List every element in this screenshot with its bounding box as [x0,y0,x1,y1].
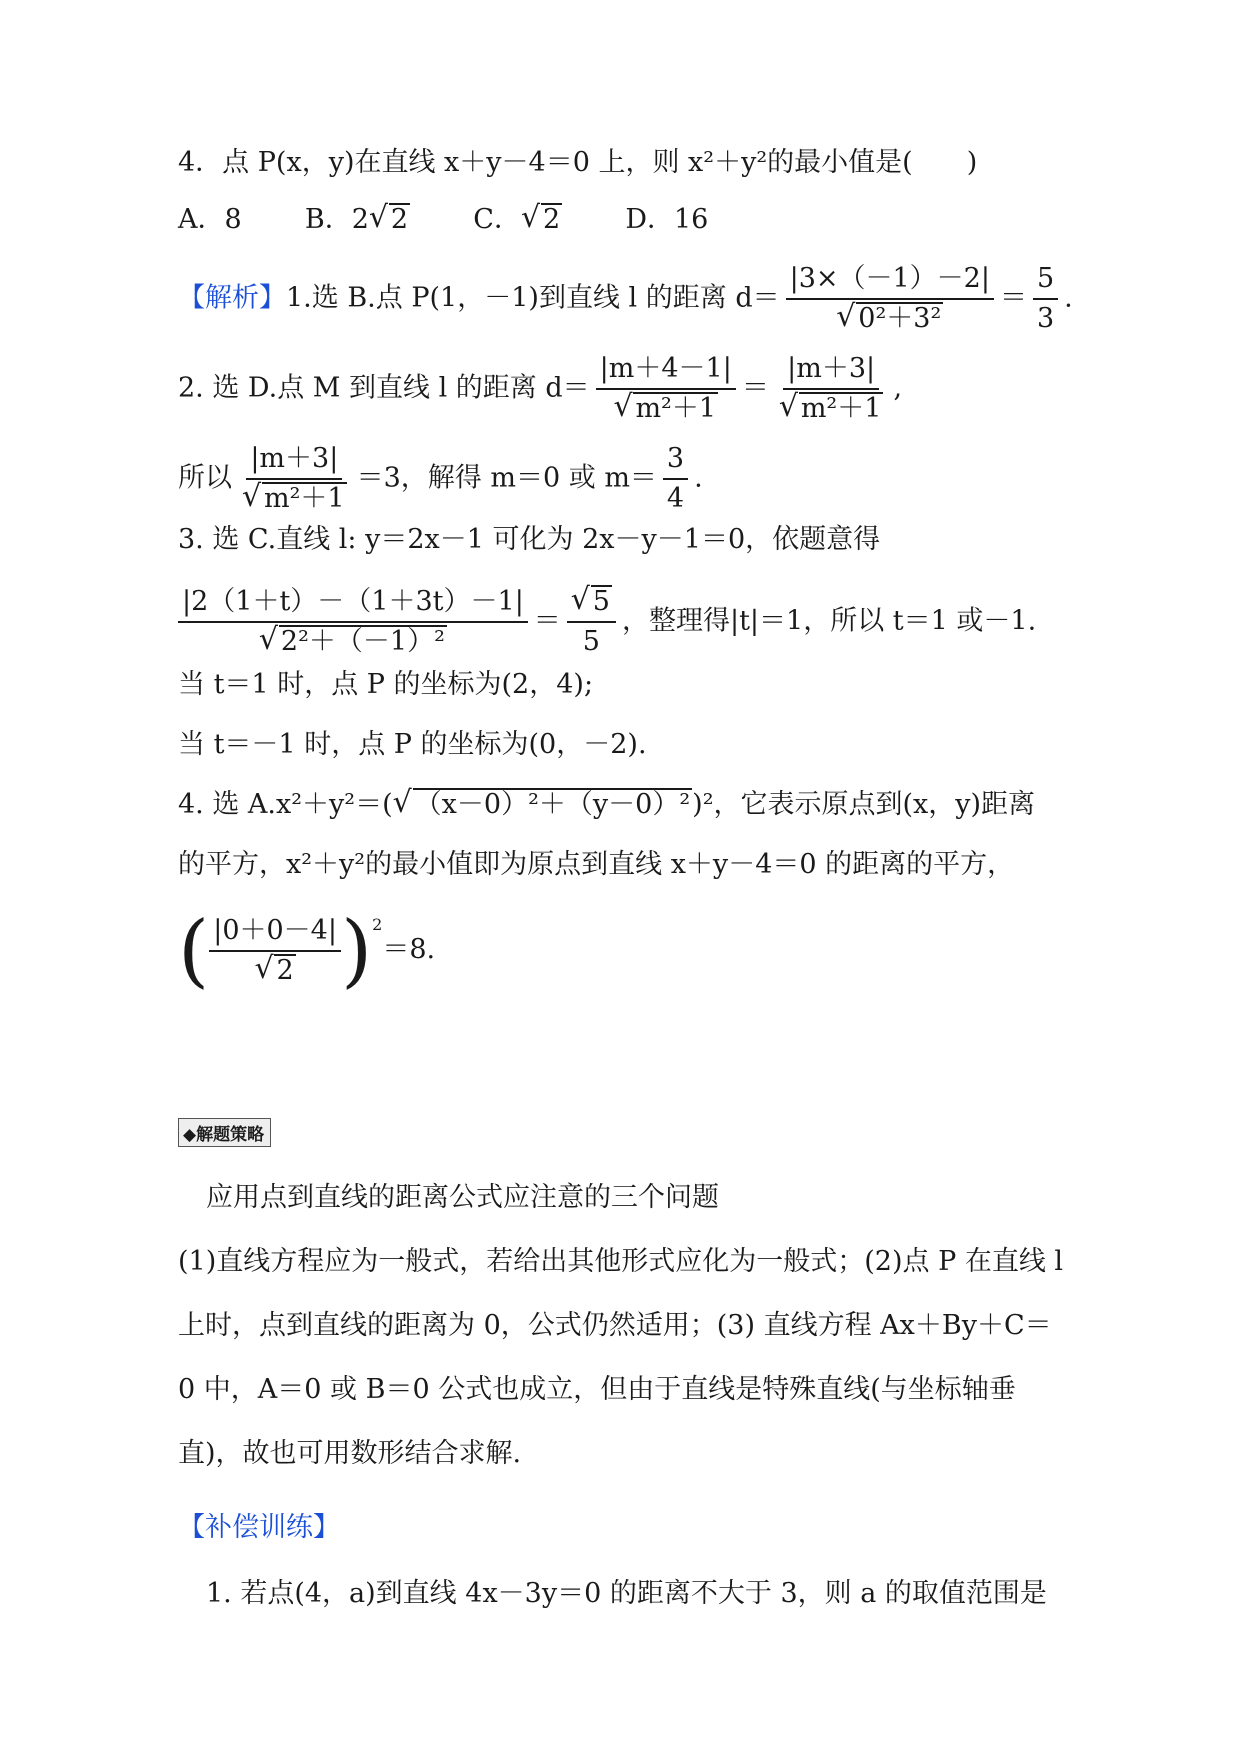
solution-4-result: ( |0＋0－4| √ 2 )$^2$＝8. [178,905,435,991]
practice-tag: 【补偿训练】 [178,1512,340,1543]
solution-3: 3. 选 C.直线 l: y＝2x－1 可化为 2x－y－1＝0，依题意得 [178,524,881,555]
solution-2: 2. 选 D.点 M 到直线 l 的距离 d＝ |m＋4－1| √ m²＋1 ＝ |m＋3| √ m²＋1 , [178,352,902,426]
option-d: D．16 [625,204,709,235]
solution-tag: 【解析】 [178,282,286,314]
question-4-options [178,200,708,240]
option-c: C．√ 2 [473,204,562,235]
practice-question-1: 1. 若点(4，a)到直线 4x－3y＝0 的距离不大于 3，则 a 的取值范围是 [206,1578,1047,1609]
option-b: B．2√ 2 [305,204,410,235]
strategy-body: (1)直线方程应为一般式，若给出其他形式应化为一般式；(2)点 P 在直线 l 上时，点到直线的距离为 0，公式仍然适用；(3) 直线方程 Ax＋By＋C＝0 中，A＝0 或 B＝0 公式也成立，但由于直线是特殊直线(与坐标轴垂直)，故也可用数形结合求解. [178,1246,1064,1469]
solution-2-result: 所以 |m＋3| √ m²＋1 ＝3，解得 m＝0 或 m＝ $\frac{3}{4}$ . [178,442,703,516]
solution-3-case-1: 当 t＝1 时，点 P 的坐标为(2，4); [178,669,594,700]
solution-3-case-2: 当 t＝－1 时，点 P 的坐标为(0，－2). [178,729,647,760]
solution-3-equation: |2（1＋t）－（1＋3t）－1| √ 2²＋（－1）² ＝ √ $\frac{5}{5}$ ，整理得|t|＝1，所以 t＝1 或－1. [178,585,1036,659]
question-4-stem: 4．点 P(x，y)在直线 x＋y－4＝0 上，则 x²＋y²的最小值是( ) [178,147,978,178]
distance-fraction: |3×（－1）－2| √ 0²＋3² [786,262,994,336]
solution-1: 【解析】1.选 B.点 P(1，－1)到直线 l 的距离 d＝ |3×（－1）－2| √ 0²＋3² ＝ $\frac{5}{3}$ . [178,262,1073,336]
strategy-badge: ◆解题策略 [178,1118,271,1147]
option-a: A．8 [178,204,242,235]
strategy-title: 应用点到直线的距离公式应注意的三个问题 [206,1182,719,1213]
solution-4-line-2: 的平方，x²＋y²的最小值即为原点到直线 x＋y－4＝0 的距离的平方， [178,849,1015,880]
solution-4: 4. 选 A.x²＋y²＝(√ （x－0）²＋（y－0）²)²，它表示原点到(x，y)距离 [178,785,1035,825]
